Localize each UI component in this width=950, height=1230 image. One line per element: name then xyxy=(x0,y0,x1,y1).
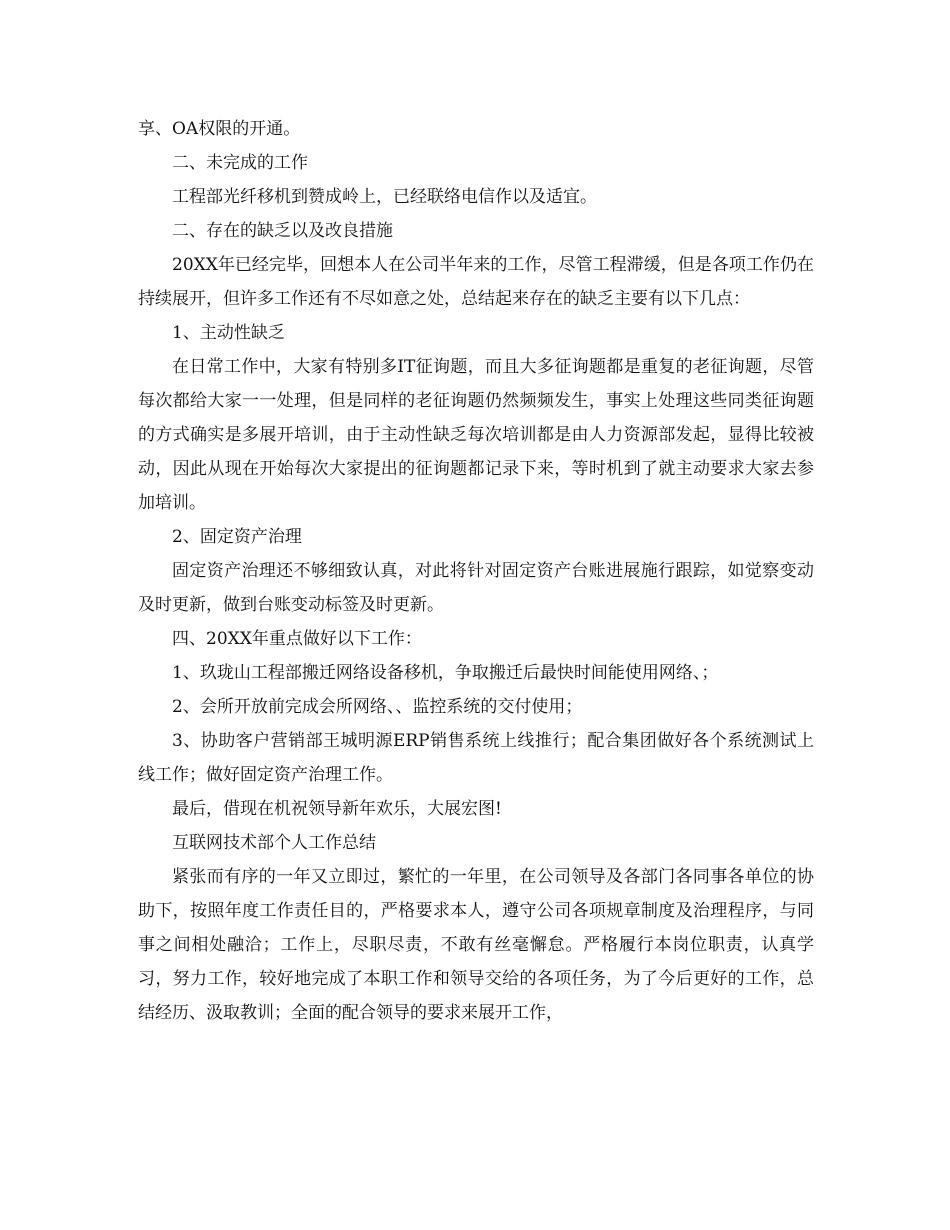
section-heading-shortcomings: 二、存在的缺乏以及改良措施 xyxy=(172,221,393,241)
paragraph-5: 20XX年已经完毕，回想本人在公司半年来的工作，尽管工程滞缓，但是各项工作仍在持续展开，但许多工作还有不尽如意之处，总结起来存在的缺乏主要有以下几点： xyxy=(138,255,814,309)
list-item-3: 3、协助客户营销部王城明源ERP销售系统上线推行；配合集团做好各个系统测试上线工作；做好固定资产治理工作。 xyxy=(138,731,814,785)
section-heading-key-work: 四、20XX年重点做好以下工作： xyxy=(172,629,422,649)
paragraph-9: 固定资产治理还不够细致认真，对此将针对固定资产台账进展施行跟踪，如觉察变动及时更新，做到台账变动标签及时更新。 xyxy=(138,561,814,615)
list-item-2: 2、会所开放前完成会所网络、、监控系统的交付使用； xyxy=(172,697,583,717)
paragraph-3: 工程部光纤移机到赞成岭上，已经联络电信作以及适宜。 xyxy=(172,187,597,207)
closing-remark: 最后，借现在机祝领导新年欢乐，大展宏图! xyxy=(172,799,502,819)
document-page xyxy=(138,112,814,1030)
list-item-1: 1、玖珑山工程部搬迁网络设备移机，争取搬迁后最快时间能使用网络、； xyxy=(172,663,719,683)
paragraph-16: 紧张而有序的一年又立即过，繁忙的一年里，在公司领导及各部门各同事各单位的协助下，按照年度工作责任目的，严格要求本人，遵守公司各项规章制度及治理程序，与同事之间相处融洽；工作上，尽职尽责，不敢有丝毫懈怠。严格履行本岗位职责，认真学习，努力工作，较好地完成了本职工作和领导交给的各项任务，为了今后更好的工作，总结经历、汲取教训；全面的配合领导的要求来展开工作， xyxy=(138,867,814,1023)
section-title-it-summary: 互联网技术部个人工作总结 xyxy=(172,833,376,853)
paragraph-7: 在日常工作中，大家有特别多IT征询题，而且大多征询题都是重复的老征询题，尽管每次都给大家一一处理，但是同样的老征询题仍然频频发生，事实上处理这些同类征询题的方式确实是多展开培训，由于主动性缺乏每次培训都是由人力资源部发起，显得比较被动，因此从现在开始每次大家提出的征询题都记录下来，等时机到了就主动要求大家去参加培训。 xyxy=(138,357,814,513)
subheading-initiative: 1、主动性缺乏 xyxy=(172,323,285,343)
subheading-fixed-assets: 2、固定资产治理 xyxy=(172,527,302,547)
paragraph-1: 享、OA权限的开通。 xyxy=(138,119,301,139)
section-heading-unfinished-work: 二、未完成的工作 xyxy=(172,153,308,173)
